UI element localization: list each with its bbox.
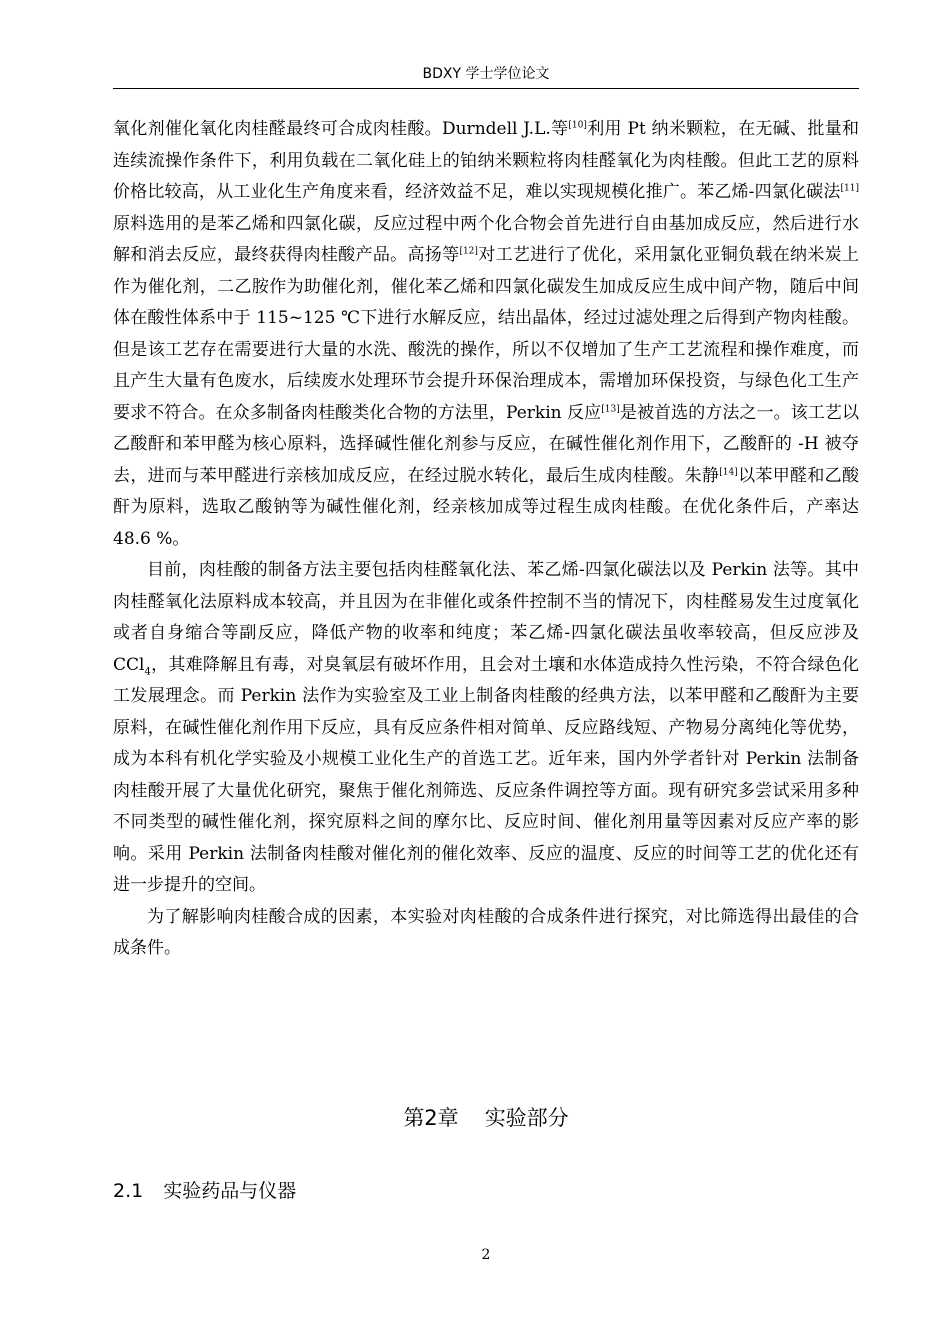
citation-ref: [12] xyxy=(459,246,478,257)
text-run: 氧化剂催化氧化肉桂醛最终可合成肉桂酸。Durndell J.L.等 xyxy=(113,119,569,139)
chapter-title: 实验部分 xyxy=(484,1106,569,1130)
chapter-heading xyxy=(113,1103,859,1133)
text-run: ，其难降解且有毒，对臭氧层有破坏作用，且会对土壤和水体造成持久性污染，不符合绿色化工发展理念。而 Perkin 法作为实验室及工业上制备肉桂酸的经典方法，以苯甲醛和乙酸酐为主要原料，在碱性催化剂作用下反应，具有反应条件相对简单、反应路线短、产物易分离纯化等优势，成为本科有机化学实验及小规模工业化生产的首选工艺。近年来，国内外学者针对 Perkin 法制备肉桂酸开展了大量优化研究，聚焦于催化剂筛选、反应条件调控等方面。现有研究多尝试采用多种不同类型的碱性催化剂，探究原料之间的摩尔比、反应时间、催化剂用量等因素对反应产率的影响。采用 Perkin 法制备肉桂酸对催化剂的催化效率、反应的温度、反应的时间等工艺的优化还有进一步提升的空间。 xyxy=(113,654,859,895)
running-header: BDXY 学士学位论文 xyxy=(422,66,550,82)
chapter-number: 第2章 xyxy=(403,1106,459,1130)
text-run: 是被首选的方法之一。该工艺以乙酸酐和苯甲醛为核心原料，选择碱性催化剂参与反应，在碱性催化剂作用下，乙酸酐的 -H 被夺去，进而与苯甲醛进行亲核加成反应，在经过脱水转化，最后生成肉桂酸。朱静 xyxy=(113,402,860,486)
citation-ref: [10] xyxy=(568,120,587,131)
text-run: 以苯甲醛和乙酸酐为原料，选取乙酸钠等为碱性催化剂，经亲核加成等过程生成肉桂酸。在优化条件后，产率达 48.6 %。 xyxy=(113,465,860,549)
citation-ref: [13] xyxy=(601,403,620,414)
paragraph xyxy=(113,555,859,902)
subscript: 4 xyxy=(144,665,151,677)
body-text xyxy=(113,114,859,965)
text-run: 原料选用的是苯乙烯和四氯化碳，反应过程中两个化合物会首先进行自由基加成反应，然后进行水解和消去反应，最终获得肉桂酸产品。高扬等 xyxy=(113,213,859,265)
text-run: 目前，肉桂酸的制备方法主要包括肉桂醛氧化法、苯乙烯-四氯化碳法以及 Perkin 法等。其中肉桂醛氧化法原料成本较高，并且因为在非催化或条件控制不当的情况下，肉桂醛易发生过度氧化或者自身缩合等副反应，降低产物的收率和纯度；苯乙烯-四氯化碳法虽收率较高，但反应涉及 CCl xyxy=(113,560,859,675)
page-number: 2 xyxy=(481,1247,491,1263)
citation-ref: [14] xyxy=(719,466,738,477)
citation-ref: [11] xyxy=(840,183,859,194)
section-number: 2.1 xyxy=(113,1180,144,1202)
text-run: 对工艺进行了优化，采用氯化亚铜负载在纳米炭上作为催化剂，二乙胺作为助催化剂，催化苯乙烯和四氯化碳发生加成反应生成中间产物，随后中间体在酸性体系中于 115~125 ℃下进行水解反应，结出晶体，经过过滤处理之后得到产物肉桂酸。但是该工艺存在需要进行大量的水洗、酸洗的操作，所以不仅增加了生产工艺流程和操作难度，而且产生大量有色废水，后续废水处理环节会提升环保治理成本，需增加环保投资，与绿色化工生产要求不符合。在众多制备肉桂酸类化合物的方法里，Perkin 反应 xyxy=(113,245,860,423)
section-heading xyxy=(113,1176,296,1206)
paragraph xyxy=(113,902,859,965)
paragraph xyxy=(113,114,859,555)
text-run: 为了解影响肉桂酸合成的因素，本实验对肉桂酸的合成条件进行探究，对比筛选得出最佳的合成条件。 xyxy=(113,906,859,958)
text-run: 利用 Pt 纳米颗粒，在无碱、批量和连续流操作条件下，利用负载在二氧化硅上的铂纳米颗粒将肉桂醛氧化为肉桂酸。但此工艺的原料价格比较高，从工业化生产角度来看，经济效益不足，难以实现规模化推广。苯乙烯-四氯化碳法 xyxy=(113,119,860,202)
header-divider xyxy=(113,88,859,89)
section-title: 实验药品与仪器 xyxy=(163,1180,297,1202)
